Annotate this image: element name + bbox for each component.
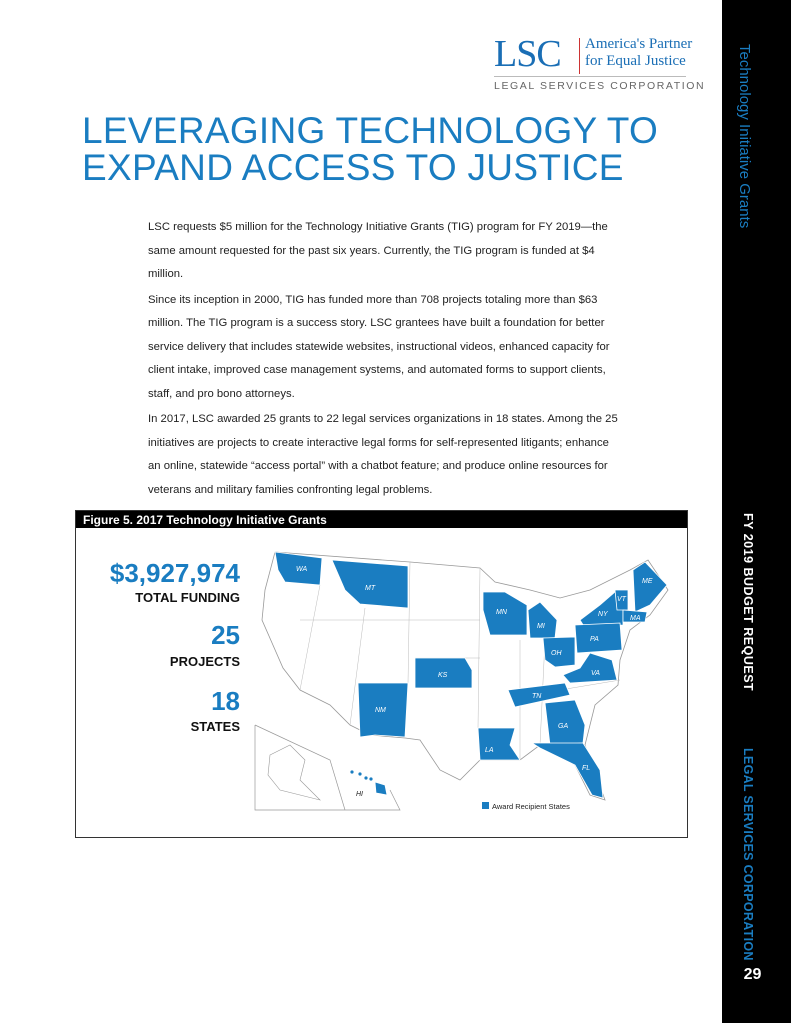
state-fl — [532, 743, 603, 798]
logo-tagline-1: America's Partner — [585, 36, 693, 52]
legend-swatch — [482, 802, 489, 809]
logo-org: LEGAL SERVICES CORPORATION — [494, 80, 706, 92]
state-label-la: LA — [485, 747, 494, 754]
sidebar-org: LEGAL SERVICES CORPORATION — [741, 748, 755, 961]
paragraph: LSC requests $5 million for the Technology Initiative Grants (TIG) program for FY 2019—the same amount requested for the past six years. Currently, the TIG program is funded at $4 million. — [148, 221, 608, 280]
paragraph: In 2017, LSC awarded 25 grants to 22 legal services organizations in 18 states. Among the 25 initiatives are projects to create interactive legal forms for self-represented litigants; enhance an online, statewide “access portal” with a chatbot feature; and produce online resources for veterans and military families confronting legal problems. — [148, 413, 618, 496]
us-map — [250, 540, 680, 820]
hawaii-island — [364, 776, 367, 779]
title-line-2: EXPAND ACCESS TO JUSTICE — [82, 147, 624, 188]
projects-label: PROJECTS — [169, 654, 240, 669]
hawaii-island — [358, 772, 361, 775]
legend-label: Award Recipient States — [492, 802, 570, 811]
state-label-wa: WA — [296, 566, 308, 573]
states-label: STATES — [190, 719, 240, 734]
total-funding-value: $3,927,974 — [109, 558, 240, 588]
state-label-ga: GA — [558, 723, 569, 730]
logo-tagline-2: for Equal Justice — [585, 53, 686, 69]
page-number: 29 — [743, 966, 762, 983]
body-text — [148, 216, 618, 504]
paragraph: Since its inception in 2000, TIG has funded more than 708 projects totaling more than $63 million. The TIG program is a success story. LSC grantees have built a foundation for better service delivery that includes statewide websites, instructional videos, enhanced capacity for client intake, improved case management systems, and automated forms to support clients, staff, and pro bono attorneys. — [148, 293, 610, 400]
logo-rule — [494, 76, 686, 77]
state-label-vt: VT — [617, 596, 626, 603]
state-label-fl: FL — [582, 765, 591, 772]
state-label-oh: OH — [551, 650, 562, 657]
sidebar-doc: FY 2019 BUDGET REQUEST — [741, 513, 755, 692]
state-label-mn: MN — [496, 609, 507, 616]
sidebar-section: Technology Initiative Grants — [736, 44, 753, 229]
sidebar — [722, 0, 791, 1023]
state-label-va: VA — [591, 670, 600, 677]
hawaii-island — [369, 777, 372, 780]
total-funding-label: TOTAL FUNDING — [135, 590, 240, 605]
state-label-ma: MA — [630, 615, 641, 622]
state-label-hi: HI — [356, 791, 363, 798]
state-hi — [375, 782, 387, 795]
alaska — [268, 745, 320, 800]
state-label-ny: NY — [598, 611, 608, 618]
figure-title: Figure 5. 2017 Technology Initiative Grants — [76, 511, 687, 528]
logo-tagline — [585, 36, 692, 70]
states-value: 18 — [211, 686, 240, 716]
hawaii-island — [350, 770, 353, 773]
state-label-me: ME — [642, 578, 653, 585]
state-label-nm: NM — [375, 707, 386, 714]
page-title — [82, 112, 658, 186]
projects-value: 25 — [211, 620, 240, 650]
logo-abbr: LSC — [494, 33, 561, 75]
state-label-pa: PA — [590, 636, 599, 643]
state-me — [633, 562, 667, 612]
state-label-mi: MI — [537, 623, 545, 630]
state-label-tn: TN — [532, 693, 542, 700]
state-label-ks: KS — [438, 672, 448, 679]
logo-divider — [579, 38, 580, 74]
state-label-mt: MT — [365, 585, 376, 592]
title-line-1: LEVERAGING TECHNOLOGY TO — [82, 110, 659, 151]
